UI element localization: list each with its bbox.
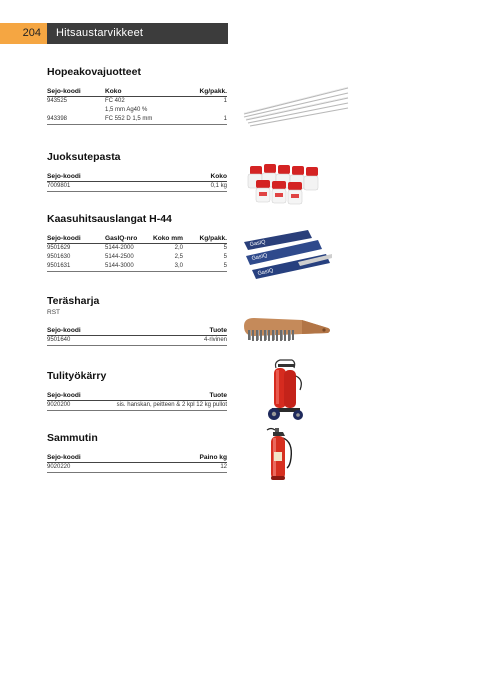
column-header: Koko [105,86,182,97]
cell-kg: 5 [223,253,227,260]
flux-paste-jars-image [244,160,324,206]
table-row [47,244,227,254]
table-header-row [47,233,227,244]
column-header: Koko mm [149,233,183,244]
column-header: Sejo-koodi [47,171,168,182]
column-header: Tuote [154,325,227,336]
table-row [47,97,227,107]
table-row [47,336,227,346]
table-header-row [47,171,227,182]
steel-brush-image [240,312,332,346]
column-header: Kg/pakk. [182,86,227,97]
fire-cart-image [262,356,306,422]
cell-code: 943398 [47,115,105,125]
table-header-row [47,452,227,463]
cell-size: 0,1 kg [168,182,227,192]
table-row [47,115,227,125]
cell-code: 943525 [47,97,68,104]
cell-kg: 1 [223,97,227,104]
section-title: Juoksutepasta [47,151,121,163]
cell-code: 9501640 [47,336,154,346]
cell-size: 3,0 [149,262,183,272]
cell-kg: 5 [183,262,227,272]
cell-kg [182,106,227,115]
cell-code: 9501631 [47,262,105,272]
cell-gasiq: 5144-2000 [105,244,134,251]
cell-code: 9501629 [47,244,71,251]
table-row [47,106,227,115]
column-header: Sejo-koodi [47,86,105,97]
page-header [0,23,228,44]
box-brand-label: GasIQ [257,267,274,277]
column-header: Sejo-koodi [47,233,105,244]
column-header: Tuote [89,390,227,401]
section-hopeakovajuotteet [47,66,227,125]
box-brand-label: GasIQ [251,252,268,262]
cell-kg: 1 [182,115,227,125]
cell-weight: 12 [146,463,227,473]
cell-code: 9020220 [47,463,146,473]
page-number: 204 [0,23,47,44]
welding-wire-boxes-image [242,228,334,280]
column-header: Sejo-koodi [47,390,89,401]
product-table [47,325,227,346]
table-row [47,182,227,192]
product-table [47,390,227,411]
cell-product: 4-rivinen [154,336,227,346]
column-header: Koko [168,171,227,182]
section-title: Kaasuhitsauslangat H-44 [47,213,172,225]
product-table [47,86,227,125]
column-header: Sejo-koodi [47,452,146,463]
cell-size: 1,5 mm Ag40 % [105,106,148,113]
section-tulityokarry [47,370,227,411]
product-table [47,452,227,473]
column-header: Sejo-koodi [47,325,154,336]
column-header: Kg/pakk. [183,233,227,244]
section-title: Teräsharja [47,295,100,307]
section-subtitle: RST [47,309,60,316]
cell-size: FC 552 D 1,5 mm [105,115,182,125]
section-kaasuhitsauslangat [47,213,227,272]
product-table [47,171,227,192]
section-title: Hopeakovajuotteet [47,66,141,78]
table-row [47,253,227,262]
cell-code: 7009801 [47,182,168,192]
cell-code: 9501630 [47,253,71,260]
brazing-rods-image [240,84,352,128]
table-header-row [47,390,227,401]
section-sammutin [47,432,227,473]
cell-code: 9020200 [47,401,89,411]
cell-size: FC 402 [105,97,125,104]
table-row [47,401,227,411]
fire-extinguisher-image [265,426,297,482]
section-juoksutepasta [47,151,227,192]
table-row [47,262,227,272]
column-header: GasIQ-nro [105,233,149,244]
box-brand-label: GasIQ [249,239,267,248]
table-header-row [47,325,227,336]
cell-size: 2,0 [174,244,183,251]
page-title: Hitsaustarvikkeet [47,23,228,44]
cell-gasiq: 5144-2500 [105,253,134,260]
cell-gasiq: 5144-3000 [105,262,149,272]
product-table [47,233,227,272]
column-header: Paino kg [146,452,227,463]
cell-kg: 5 [223,244,227,251]
cell-product: sis. hanskan, peitteen & 2 kpl 12 kg pullot [89,401,227,411]
section-title: Tulityökärry [47,370,107,382]
cell-size: 2,5 [174,253,183,260]
table-header-row [47,86,227,97]
table-row [47,463,227,473]
section-title: Sammutin [47,432,98,444]
section-terasharja [47,295,227,346]
cell-code [47,106,105,115]
